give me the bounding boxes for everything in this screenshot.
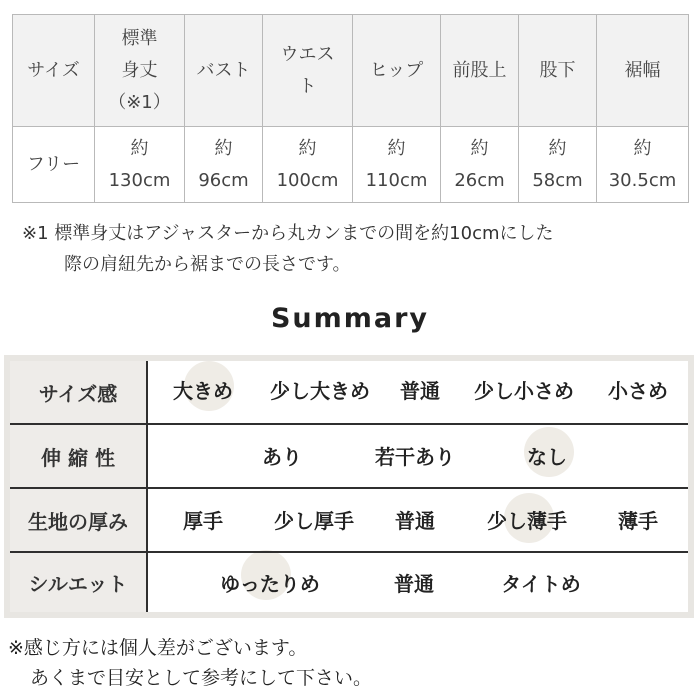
- option-slightly-thin: 少し薄手: [487, 509, 567, 533]
- cell-inseam-l1: 約: [548, 137, 567, 159]
- row-divider: [10, 487, 688, 489]
- option-small: 小さめ: [608, 379, 668, 403]
- option-slightly-thick: 少し厚手: [274, 509, 354, 533]
- option-stretch-slight: 若干あり: [375, 445, 455, 469]
- cell-waist-l1: 約: [298, 137, 317, 159]
- footnote-line2: あくまで目安として参考にして下さい。: [30, 667, 373, 689]
- cell-size-text: フリー: [26, 153, 81, 175]
- option-tight: タイトめ: [501, 572, 581, 596]
- header-hem-width: [597, 15, 689, 127]
- note1-line2: 際の肩紐先から裾までの長さです。: [64, 254, 351, 275]
- header-inseam: [519, 15, 597, 127]
- header-length-line1: 標準: [121, 27, 158, 49]
- option-thin: 薄手: [618, 509, 658, 533]
- cell-length-l1: 約: [130, 137, 149, 159]
- size-table-row: [13, 127, 689, 203]
- header-bust: [185, 15, 263, 127]
- row-label-size-feel: サイズ感: [10, 361, 146, 423]
- cell-bust-l1: 約: [214, 137, 233, 159]
- header-hip-text: ヒップ: [369, 59, 424, 81]
- option-stretch-none: なし: [527, 445, 567, 469]
- note1-line1: ※1 標準身丈はアジャスターから丸カンまでの間を約10cmにした: [22, 223, 554, 244]
- cell-length-l2: 130cm: [108, 169, 171, 191]
- cell-inseam-l2: 58cm: [532, 169, 583, 191]
- header-front-rise-text: 前股上: [452, 59, 507, 81]
- cell-front-rise: [441, 127, 519, 203]
- cell-front-rise-l1: 約: [470, 137, 489, 159]
- header-length-line3: （※1）: [108, 91, 171, 113]
- header-size: [13, 15, 95, 127]
- cell-hip: [353, 127, 441, 203]
- header-front-rise: [441, 15, 519, 127]
- summary-row-size-feel: [10, 361, 688, 423]
- header-waist: [263, 15, 353, 127]
- cell-waist-l2: 100cm: [276, 169, 339, 191]
- cell-inseam: [519, 127, 597, 203]
- size-table-header-row: [13, 15, 689, 127]
- row-divider: [10, 551, 688, 553]
- summary-row-stretch: [10, 425, 688, 487]
- cell-length: [95, 127, 185, 203]
- cell-waist: [263, 127, 353, 203]
- column-divider: [146, 361, 148, 612]
- summary-table: [10, 361, 688, 612]
- row-label-thickness: 生地の厚み: [10, 489, 146, 551]
- header-hem-width-text: 裾幅: [624, 59, 661, 81]
- summary-panel: [4, 355, 694, 618]
- cell-hip-l2: 110cm: [365, 169, 428, 191]
- option-stretch-yes: あり: [262, 445, 302, 469]
- cell-size: [13, 127, 95, 203]
- cell-hem-width: [597, 127, 689, 203]
- cell-front-rise-l2: 26cm: [454, 169, 505, 191]
- header-length: [95, 15, 185, 127]
- header-size-text: サイズ: [27, 59, 80, 81]
- option-thickness-normal: 普通: [395, 509, 435, 533]
- header-waist-line2: ト: [298, 75, 317, 97]
- summary-title: Summary: [270, 303, 430, 334]
- cell-bust-l2: 96cm: [198, 169, 249, 191]
- cell-hem-width-l2: 30.5cm: [608, 169, 677, 191]
- option-normal: 普通: [400, 379, 440, 403]
- header-length-line2: 身丈: [121, 59, 158, 81]
- row-label-silhouette: シルエット: [10, 553, 146, 612]
- size-table: [12, 14, 689, 203]
- option-large: 大きめ: [173, 379, 233, 403]
- cell-hem-width-l1: 約: [633, 137, 652, 159]
- option-slightly-small: 少し小さめ: [474, 379, 574, 403]
- header-hip: [353, 15, 441, 127]
- header-bust-text: バスト: [196, 59, 251, 81]
- row-label-stretch: 伸 縮 性: [10, 425, 146, 487]
- option-silhouette-normal: 普通: [394, 572, 434, 596]
- option-loose: ゆったりめ: [220, 572, 320, 596]
- summary-row-silhouette: [10, 553, 688, 615]
- option-slightly-large: 少し大きめ: [270, 379, 370, 403]
- header-waist-line1: ウエス: [280, 43, 335, 65]
- row-divider: [10, 423, 688, 425]
- summary-row-thickness: [10, 489, 688, 551]
- cell-bust: [185, 127, 263, 203]
- cell-hip-l1: 約: [387, 137, 406, 159]
- option-thick: 厚手: [183, 509, 223, 533]
- header-inseam-text: 股下: [539, 59, 576, 81]
- footnote-line1: ※感じ方には個人差がございます。: [8, 637, 308, 659]
